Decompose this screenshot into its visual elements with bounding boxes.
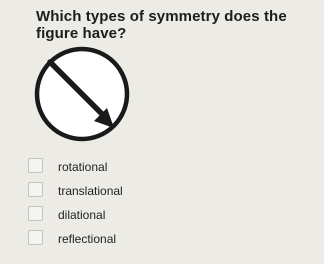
answer-options	[28, 158, 188, 254]
option-reflectional[interactable]	[28, 230, 188, 254]
checkbox[interactable]	[28, 206, 43, 221]
option-translational[interactable]	[28, 182, 188, 206]
circle-with-diagonal-arrow-icon	[30, 44, 142, 144]
checkbox[interactable]	[28, 230, 43, 245]
option-label: reflectional	[58, 232, 117, 246]
option-rotational[interactable]	[28, 158, 188, 182]
checkbox[interactable]	[28, 182, 43, 197]
checkbox[interactable]	[28, 158, 43, 173]
question-text: Which types of symmetry does the figure have?	[36, 8, 287, 42]
option-label: translational	[58, 184, 123, 198]
option-label: dilational	[58, 208, 106, 222]
option-dilational[interactable]	[28, 206, 188, 230]
option-label: rotational	[58, 160, 108, 174]
